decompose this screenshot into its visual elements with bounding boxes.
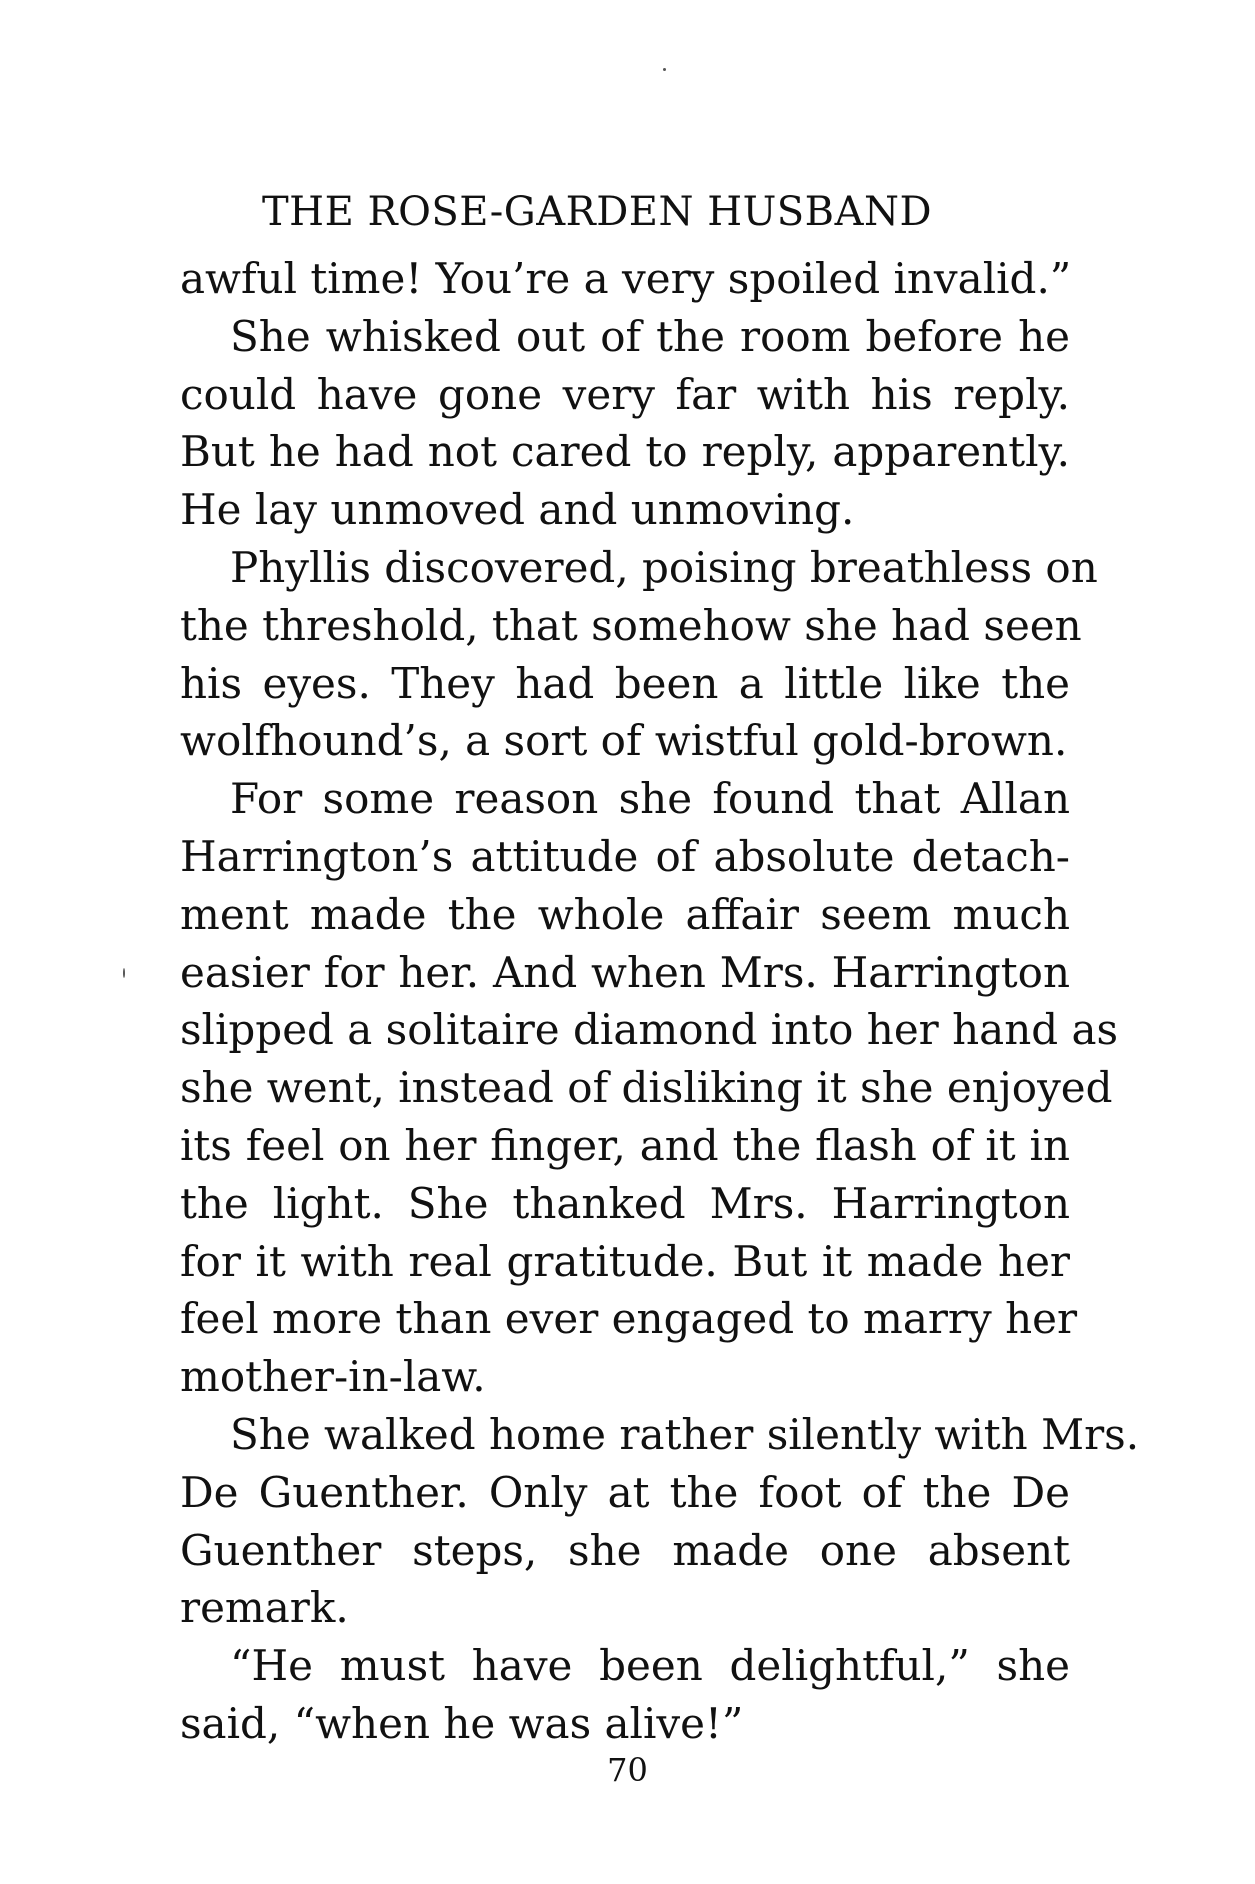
body-text [180, 250, 1140, 1753]
text-line: its feel on her finger, and the flash of it in [180, 1120, 1070, 1170]
text-line: Harrington’s attitude of absolute detach- [180, 831, 1070, 881]
text-line: He lay unmoved and unmoving. [180, 485, 855, 535]
text-line: slipped a solitaire diamond into her hand as [180, 1005, 1119, 1055]
text-line: She walked home rather silently with Mrs. [230, 1409, 1140, 1459]
text-line: the light. She thanked Mrs. Harrington [180, 1178, 1070, 1228]
text-line: for it with real gratitude. But it made her [180, 1236, 1070, 1286]
text-line: For some reason she found that Allan [230, 774, 1070, 824]
print-speck [663, 68, 666, 71]
text-line: remark. [180, 1583, 349, 1633]
text-line: “He must have been delightful,” she [230, 1641, 1070, 1691]
text-line: awful time! You’re a very spoiled invalid.” [180, 254, 1072, 303]
text-line: wolfhound’s, a sort of wistful gold-brown. [180, 716, 1068, 766]
text-line: But he had not cared to reply, apparently. [180, 427, 1070, 477]
page-number: 70 [607, 1751, 648, 1789]
text-line: Phyllis discovered, poising breathless on [230, 542, 1098, 592]
text-line: she went, instead of disliking it she enjoyed [180, 1063, 1113, 1113]
text-line: said, “when he was alive!” [180, 1698, 744, 1748]
print-speck [123, 968, 125, 978]
text-line: feel more than ever engaged to marry her [180, 1294, 1078, 1344]
text-line: De Guenther. Only at the foot of the De [180, 1467, 1070, 1517]
text-line: Guenther steps, she made one absent [180, 1525, 1070, 1575]
text-line: mother-in-law. [180, 1352, 486, 1402]
text-line: the threshold, that somehow she had seen [180, 600, 1082, 650]
running-header: THE ROSE-GARDEN HUSBAND [262, 189, 933, 235]
text-line: easier for her. And when Mrs. Harrington [180, 947, 1070, 997]
text-line: ment made the whole affair seem much [180, 889, 1070, 939]
text-line: could have gone very far with his reply. [180, 369, 1070, 419]
text-line: his eyes. They had been a little like the [180, 658, 1070, 708]
text-line: She whisked out of the room before he [230, 311, 1070, 361]
